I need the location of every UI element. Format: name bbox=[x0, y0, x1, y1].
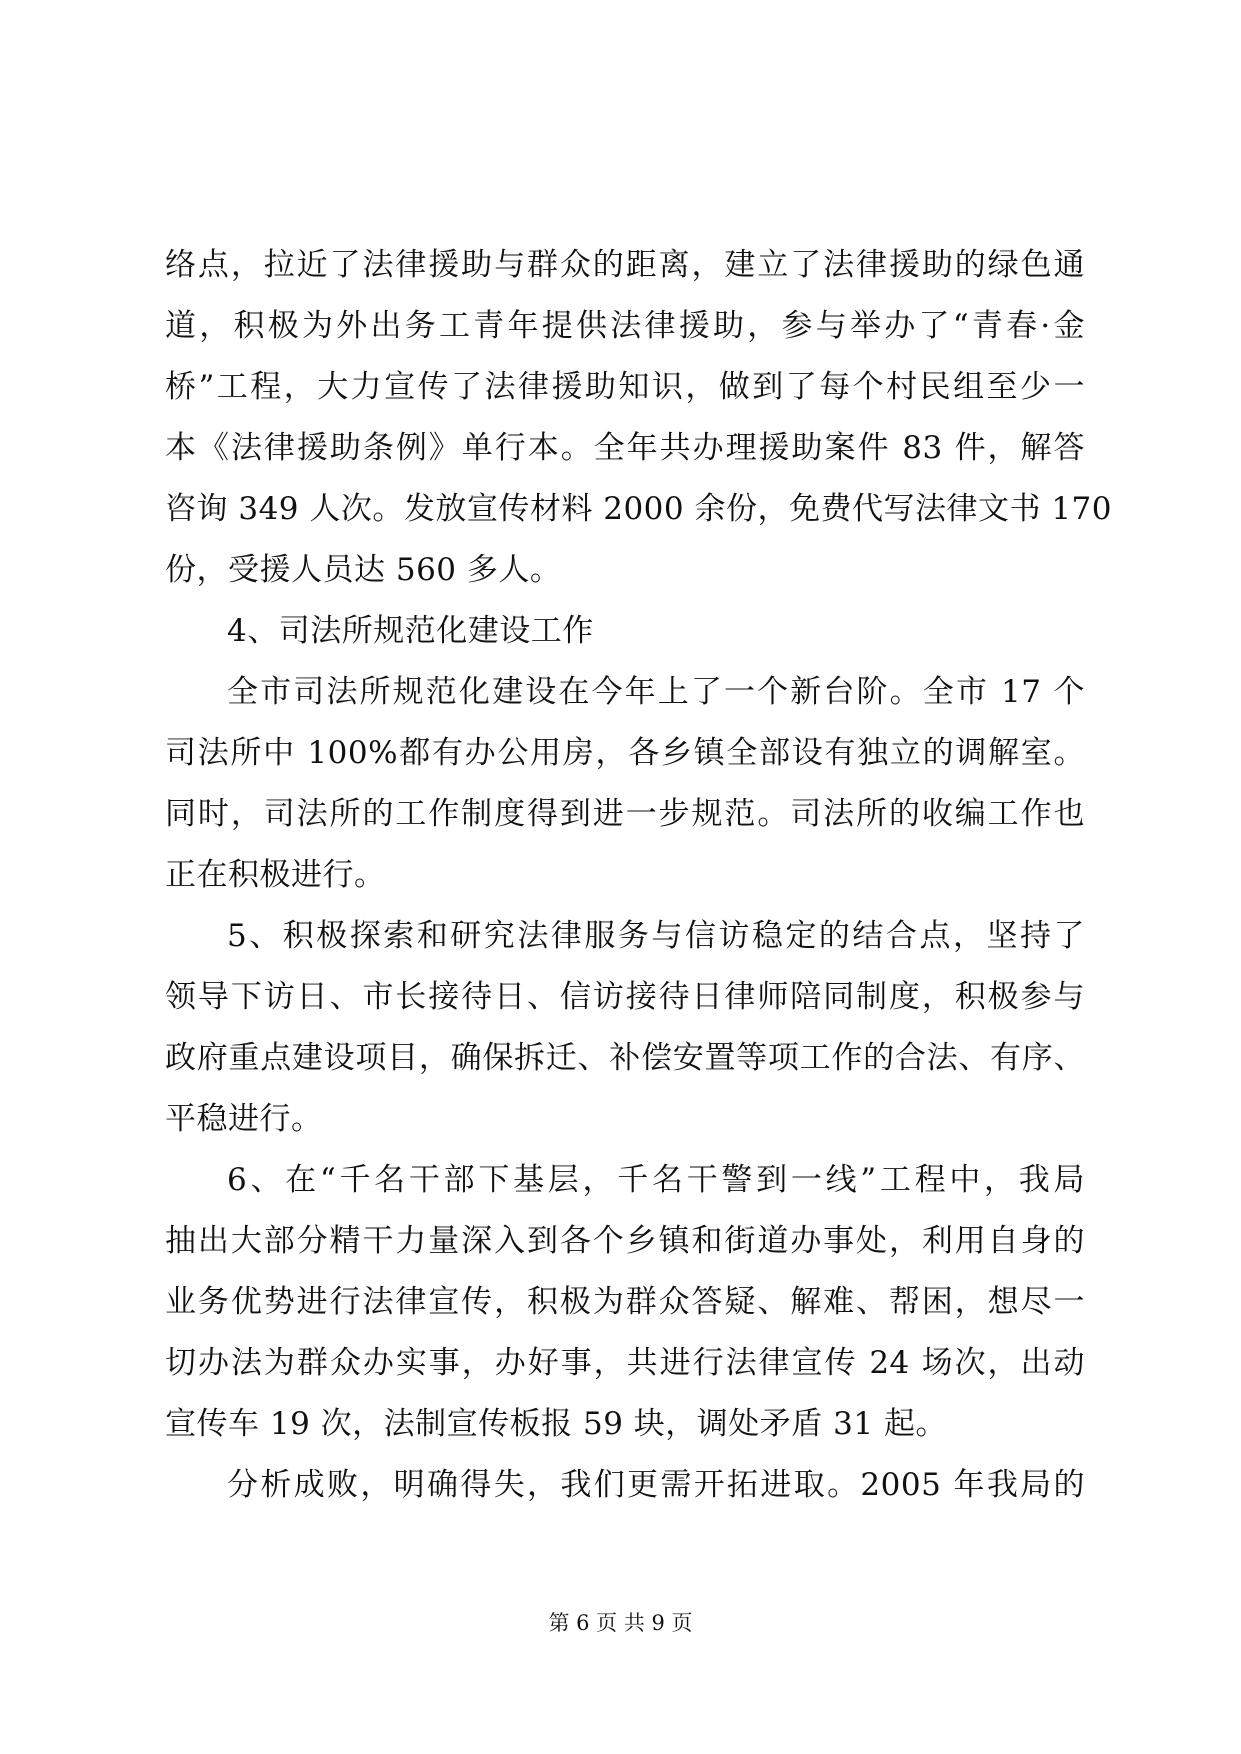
text-line: 本《法律援助条例》单行本。全年共办理援助案件 83 件，解答 bbox=[165, 430, 1085, 466]
text-line: 5、积极探索和研究法律服务与信访稳定的结合点，坚持了 bbox=[227, 918, 1085, 954]
text-line: 业务优势进行法律宣传，积极为群众答疑、解难、帮困，想尽一 bbox=[165, 1284, 1085, 1320]
text-line: 政府重点建设项目，确保拆迁、补偿安置等项工作的合法、有序、 bbox=[165, 1040, 1085, 1076]
text-line: 正在积极进行。 bbox=[165, 857, 386, 893]
text-line: 咨询 349 人次。发放宣传材料 2000 余份，免费代写法律文书 170 bbox=[165, 491, 1112, 527]
text-line: 切办法为群众办实事，办好事，共进行法律宣传 24 场次，出动 bbox=[165, 1345, 1085, 1381]
text-line: 络点，拉近了法律援助与群众的距离，建立了法律援助的绿色通 bbox=[165, 247, 1085, 283]
text-line: 平稳进行。 bbox=[165, 1101, 323, 1137]
text-line: 抽出大部分精干力量深入到各个乡镇和街道办事处，利用自身的 bbox=[165, 1223, 1085, 1259]
text-line: 宣传车 19 次，法制宣传板报 59 块，调处矛盾 31 起。 bbox=[165, 1406, 947, 1442]
text-line: 领导下访日、市长接待日、信访接待日律师陪同制度，积极参与 bbox=[165, 979, 1085, 1015]
text-line: 全市司法所规范化建设在今年上了一个新台阶。全市 17 个 bbox=[227, 674, 1085, 710]
text-line: 6、在“千名干部下基层，千名干警到一线”工程中，我局 bbox=[227, 1162, 1085, 1198]
document-body bbox=[165, 235, 1112, 1516]
text-line: 分析成败，明确得失，我们更需开拓进取。2005 年我局的 bbox=[227, 1467, 1085, 1503]
text-line: 桥”工程，大力宣传了法律援助知识，做到了每个村民组至少一 bbox=[165, 369, 1085, 405]
page-footer: 第 6 页 共 9 页 bbox=[548, 1611, 693, 1635]
text-line: 司法所中 100%都有办公用房，各乡镇全部设有独立的调解室。 bbox=[165, 735, 1085, 771]
text-line: 同时，司法所的工作制度得到进一步规范。司法所的收编工作也 bbox=[165, 796, 1085, 832]
section-heading: 4、司法所规范化建设工作 bbox=[227, 613, 594, 649]
text-line: 份，受援人员达 560 多人。 bbox=[165, 552, 562, 588]
text-line: 道，积极为外出务工青年提供法律援助，参与举办了“青春·金 bbox=[165, 308, 1085, 344]
